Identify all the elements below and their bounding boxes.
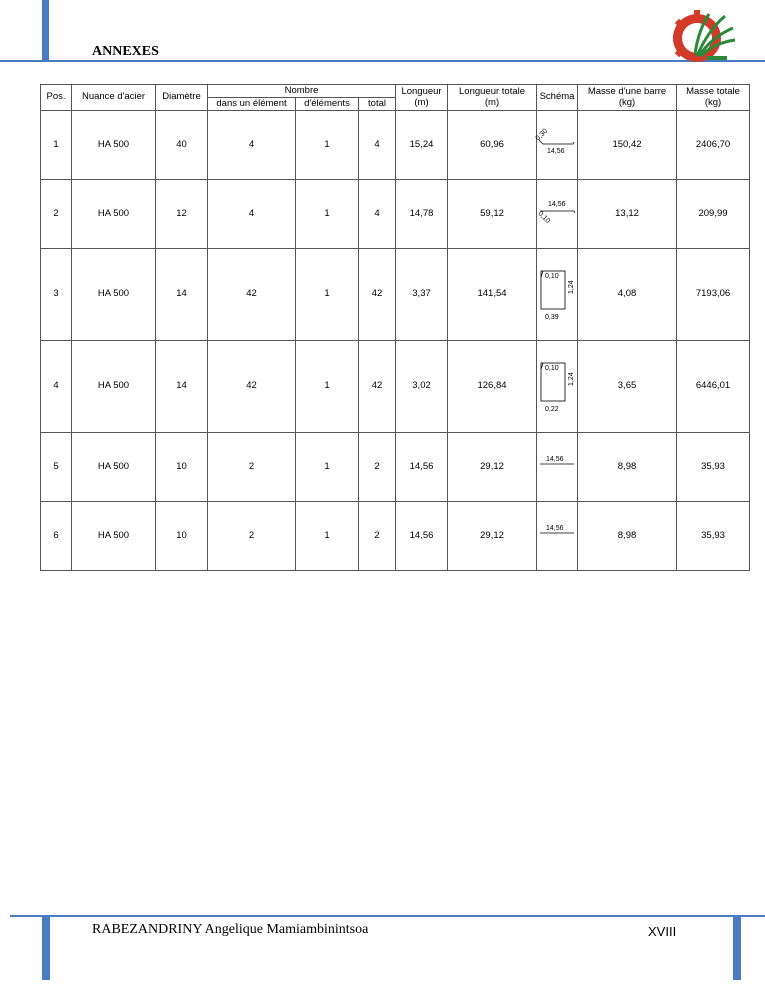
cell-elements: 1 bbox=[296, 180, 359, 249]
cell-pos: 3 bbox=[41, 249, 72, 341]
cell-masse-barre: 8,98 bbox=[578, 433, 677, 502]
table-row bbox=[41, 502, 750, 571]
cell-dans: 4 bbox=[208, 180, 296, 249]
cell-nuance: HA 500 bbox=[72, 502, 156, 571]
cell-longueur-totale: 59,12 bbox=[448, 180, 537, 249]
footer-accent-bar-right bbox=[733, 917, 741, 980]
bent-bar-sketch bbox=[534, 127, 577, 162]
cell-longueur: 14,78 bbox=[396, 180, 448, 249]
cell-longueur: 14,56 bbox=[396, 433, 448, 502]
cell-dans: 4 bbox=[208, 111, 296, 180]
table-row bbox=[41, 433, 750, 502]
col-header-longueur-label: Longueur bbox=[401, 86, 442, 98]
table-row bbox=[41, 111, 750, 180]
cell-diametre: 10 bbox=[156, 502, 208, 571]
cell-elements: 1 bbox=[296, 433, 359, 502]
cell-schema bbox=[537, 502, 578, 571]
col-header-masse-totale bbox=[677, 85, 750, 111]
cell-longueur-totale: 60,96 bbox=[448, 111, 537, 180]
col-header-masse-barre bbox=[578, 85, 677, 111]
col-header-pos: Pos. bbox=[41, 85, 72, 111]
cell-schema bbox=[537, 180, 578, 249]
cell-diametre: 14 bbox=[156, 341, 208, 433]
col-header-masse-barre-unit: (kg) bbox=[618, 96, 636, 108]
stirrup-sketch bbox=[537, 268, 577, 322]
col-header-nombre-dans: dans un élément bbox=[208, 98, 296, 111]
cell-masse-barre: 150,42 bbox=[578, 111, 677, 180]
schema-dim-c: 0,22 bbox=[545, 405, 559, 413]
straight-bar-sketch bbox=[537, 452, 577, 482]
cell-nuance: HA 500 bbox=[72, 433, 156, 502]
footer-author: RABEZANDRINY Angelique Mamiambinintsoa bbox=[92, 922, 369, 937]
cell-diametre: 10 bbox=[156, 433, 208, 502]
cell-diametre: 12 bbox=[156, 180, 208, 249]
cell-longueur: 3,37 bbox=[396, 249, 448, 341]
footer-rule bbox=[10, 915, 765, 917]
schema-dim-b: 14,56 bbox=[547, 148, 565, 155]
cell-elements: 1 bbox=[296, 502, 359, 571]
cell-pos: 4 bbox=[41, 341, 72, 433]
schema-dim-a: 0,30 bbox=[534, 127, 550, 143]
table-row bbox=[41, 249, 750, 341]
institution-logo-icon bbox=[667, 6, 739, 66]
cell-longueur-totale: 29,12 bbox=[448, 502, 537, 571]
schema-dim-c: 0,39 bbox=[545, 313, 559, 321]
cell-masse-barre: 3,65 bbox=[578, 341, 677, 433]
stirrup-sketch bbox=[537, 360, 577, 414]
col-header-diametre: Diamètre bbox=[156, 85, 208, 111]
cell-total: 4 bbox=[359, 180, 396, 249]
schema-dim-b: 1,24 bbox=[568, 279, 576, 294]
cell-nuance: HA 500 bbox=[72, 341, 156, 433]
cell-elements: 1 bbox=[296, 249, 359, 341]
straight-bar-sketch bbox=[537, 521, 577, 551]
cell-dans: 42 bbox=[208, 249, 296, 341]
col-header-longueur-totale bbox=[448, 85, 537, 111]
cell-pos: 2 bbox=[41, 180, 72, 249]
cell-dans: 2 bbox=[208, 433, 296, 502]
cell-schema bbox=[537, 249, 578, 341]
col-header-nombre: Nombre bbox=[208, 85, 396, 98]
col-header-longueur-totale-label: Longueur totale bbox=[459, 86, 526, 98]
cell-total: 4 bbox=[359, 111, 396, 180]
cell-schema bbox=[534, 111, 578, 180]
cell-masse-barre: 13,12 bbox=[578, 180, 677, 249]
cell-longueur: 15,24 bbox=[396, 111, 448, 180]
schema-dim-a: 14,56 bbox=[546, 525, 564, 532]
cell-pos: 5 bbox=[41, 433, 72, 502]
cell-longueur-totale: 29,12 bbox=[448, 433, 537, 502]
page-number: XVIII bbox=[648, 924, 677, 939]
col-header-longueur-unit: (m) bbox=[414, 96, 429, 108]
table-row bbox=[41, 180, 750, 249]
cell-masse-totale: 35,93 bbox=[677, 502, 750, 571]
col-header-longueur-totale-unit: (m) bbox=[484, 96, 500, 108]
col-header-nombre-elements: d'éléments bbox=[296, 98, 359, 111]
cell-masse-totale: 6446,01 bbox=[677, 341, 750, 433]
cell-elements: 1 bbox=[296, 341, 359, 433]
col-header-schema: Schéma bbox=[537, 85, 578, 111]
cell-total: 2 bbox=[359, 502, 396, 571]
cell-total: 2 bbox=[359, 433, 396, 502]
col-header-masse-totale-label: Masse totale bbox=[686, 86, 740, 98]
col-header-longueur bbox=[396, 85, 448, 111]
header-accent-bar bbox=[42, 0, 49, 60]
cell-nuance: HA 500 bbox=[72, 180, 156, 249]
cell-pos: 1 bbox=[41, 111, 72, 180]
schema-dim-b: 1,24 bbox=[568, 371, 576, 386]
col-header-nuance: Nuance d'acier bbox=[72, 85, 156, 111]
cell-masse-totale: 209,99 bbox=[677, 180, 750, 249]
schema-dim-a: 14,56 bbox=[548, 201, 566, 208]
cell-longueur: 3,02 bbox=[396, 341, 448, 433]
cell-nuance: HA 500 bbox=[72, 249, 156, 341]
cell-elements: 1 bbox=[296, 111, 359, 180]
schema-dim-a: 14,56 bbox=[546, 456, 564, 463]
cell-schema bbox=[537, 433, 578, 502]
table-row bbox=[41, 341, 750, 433]
col-header-nombre-total: total bbox=[359, 98, 396, 111]
cell-schema bbox=[537, 341, 578, 433]
schema-dim-a: 0,10 bbox=[545, 272, 559, 280]
page-title: ANNEXES bbox=[92, 44, 159, 59]
cell-dans: 42 bbox=[208, 341, 296, 433]
cell-masse-barre: 8,98 bbox=[578, 502, 677, 571]
bent-bar-sketch bbox=[537, 197, 577, 231]
cell-masse-totale: 2406,70 bbox=[677, 111, 750, 180]
cell-diametre: 14 bbox=[156, 249, 208, 341]
steel-schedule-table bbox=[40, 84, 750, 571]
cell-nuance: HA 500 bbox=[72, 111, 156, 180]
cell-total: 42 bbox=[359, 341, 396, 433]
col-header-masse-barre-label: Masse d'une barre bbox=[587, 86, 667, 98]
cell-pos: 6 bbox=[41, 502, 72, 571]
cell-longueur-totale: 141,54 bbox=[448, 249, 537, 341]
cell-masse-totale: 7193,06 bbox=[677, 249, 750, 341]
cell-masse-totale: 35,93 bbox=[677, 433, 750, 502]
cell-diametre: 40 bbox=[156, 111, 208, 180]
cell-dans: 2 bbox=[208, 502, 296, 571]
schema-dim-a: 0,10 bbox=[545, 364, 559, 372]
schema-dim-b: 0,10 bbox=[536, 210, 552, 225]
col-header-masse-totale-unit: (kg) bbox=[704, 96, 722, 108]
cell-longueur: 14,56 bbox=[396, 502, 448, 571]
cell-masse-barre: 4,08 bbox=[578, 249, 677, 341]
cell-total: 42 bbox=[359, 249, 396, 341]
cell-longueur-totale: 126,84 bbox=[448, 341, 537, 433]
header-rule bbox=[0, 60, 765, 62]
footer-accent-bar-left bbox=[42, 917, 50, 980]
